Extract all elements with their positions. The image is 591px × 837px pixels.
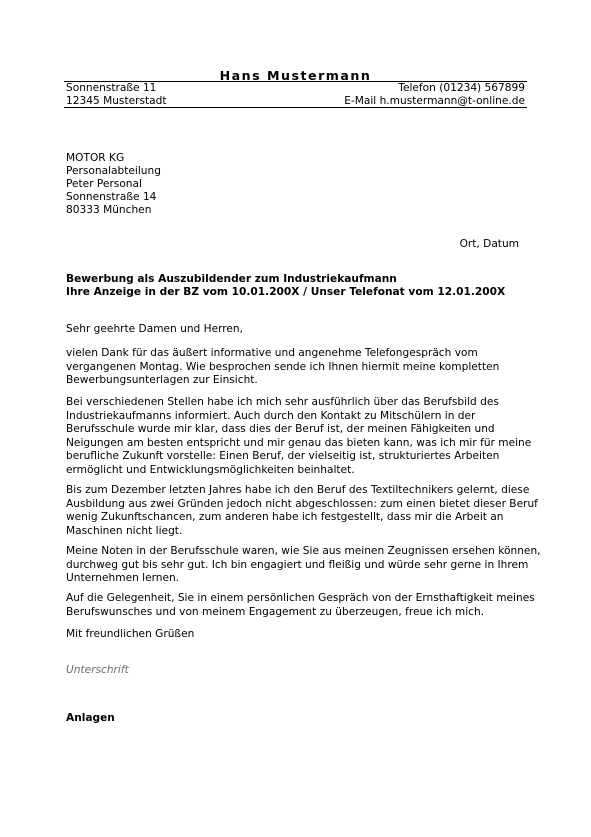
header-divider-bottom [64,107,527,108]
paragraph-line: Maschinen nicht liegt. [66,524,183,537]
paragraph-line: Bis zum Dezember letzten Jahres habe ich den Beruf des Textiltechnikers gelernt, diese [66,484,530,496]
paragraph-line: berufliche Zukunft vorstelle: Einen Beruf, der vielseitig ist, strukturiertes Arbeiten [66,450,500,462]
paragraph-grades [66,545,541,586]
paragraph-interview [66,592,536,619]
paragraph-line: Berufswunsches und von meinem Engagement zu überzeugen, freue ich mich. [66,605,485,618]
paragraph-line: Bei verschiedenen Stellen habe ich mich sehr ausführlich über das Berufsbild des [66,396,499,408]
paragraph-line: durchweg gut bis sehr gut. Ich bin engagiert und fleißig und würde sehr gerne in Ihrem [66,558,529,571]
paragraph-line: Neigungen am besten entspricht und mir genau das bieten kann, was ich mir für meine [66,436,532,449]
paragraph-line: vergangenen Montag. Wie besprochen sende ich Ihnen hiermit meine kompletten [66,360,500,373]
recipient-street: Sonnenstraße 14 [66,191,157,203]
paragraph-line: wenig Zukunftschancen, zum anderen habe ich festgestellt, dass mir die Arbeit an [66,511,504,523]
paragraph-line: Industriekaufmanns informiert. Auch durch den Kontakt zu Mitschülern in der [66,409,476,422]
recipient-company: MOTOR KG [66,152,125,164]
paragraph-thanks [66,347,536,388]
closing: Mit freundlichen Grüßen [66,628,195,640]
sender-phone: Telefon (01234) 567899 [398,82,525,94]
paragraph-line: Berufsschule wurde mir klar, dass dies der Beruf ist, der meinen Fähigkeiten und [66,423,495,435]
sender-street: Sonnenstraße 11 [66,82,157,94]
paragraph-line: Auf die Gelegenheit, Sie in einem persönlichen Gespräch von der Ernsthaftigkeit meines [66,592,535,604]
paragraph-background [66,484,536,538]
subject [66,273,505,299]
place-date: Ort, Datum [459,238,519,250]
paragraph-line: vielen Dank für das äußert informative und angenehme Telefongespräch vom [66,347,478,359]
signature-placeholder: Unterschrift [66,664,129,676]
recipient-contact: Peter Personal [66,178,142,190]
paragraph-line: Ausbildung aus zwei Gründen jedoch nicht abgeschlossen: zum einen bietet dieser Beruf [66,497,538,510]
recipient-city: 80333 München [66,204,152,216]
paragraph-line: Meine Noten in der Berufsschule waren, wie Sie aus meinen Zeugnissen ersehen können, [66,545,541,557]
sender-name: Hans Mustermann [219,68,372,83]
enclosures-heading: Anlagen [66,712,115,724]
paragraph-motivation [66,396,536,477]
recipient-address [66,152,161,217]
recipient-department: Personalabteilung [66,165,161,177]
subject-line: Ihre Anzeige in der BZ vom 10.01.200X / Unser Telefonat vom 12.01.200X [66,286,506,298]
sender-email: E-Mail h.mustermann@t-online.de [344,95,525,107]
paragraph-line: Bewerbungsunterlagen zur Einsicht. [66,374,258,386]
sender-city: 12345 Musterstadt [66,95,167,107]
paragraph-line: Unternehmen lernen. [66,572,180,584]
paragraph-line: ermöglicht und Entwicklungsmöglichkeiten beinhaltet. [66,463,355,476]
subject-line: Bewerbung als Auszubildender zum Industriekaufmann [66,273,397,285]
salutation: Sehr geehrte Damen und Herren, [66,323,244,335]
